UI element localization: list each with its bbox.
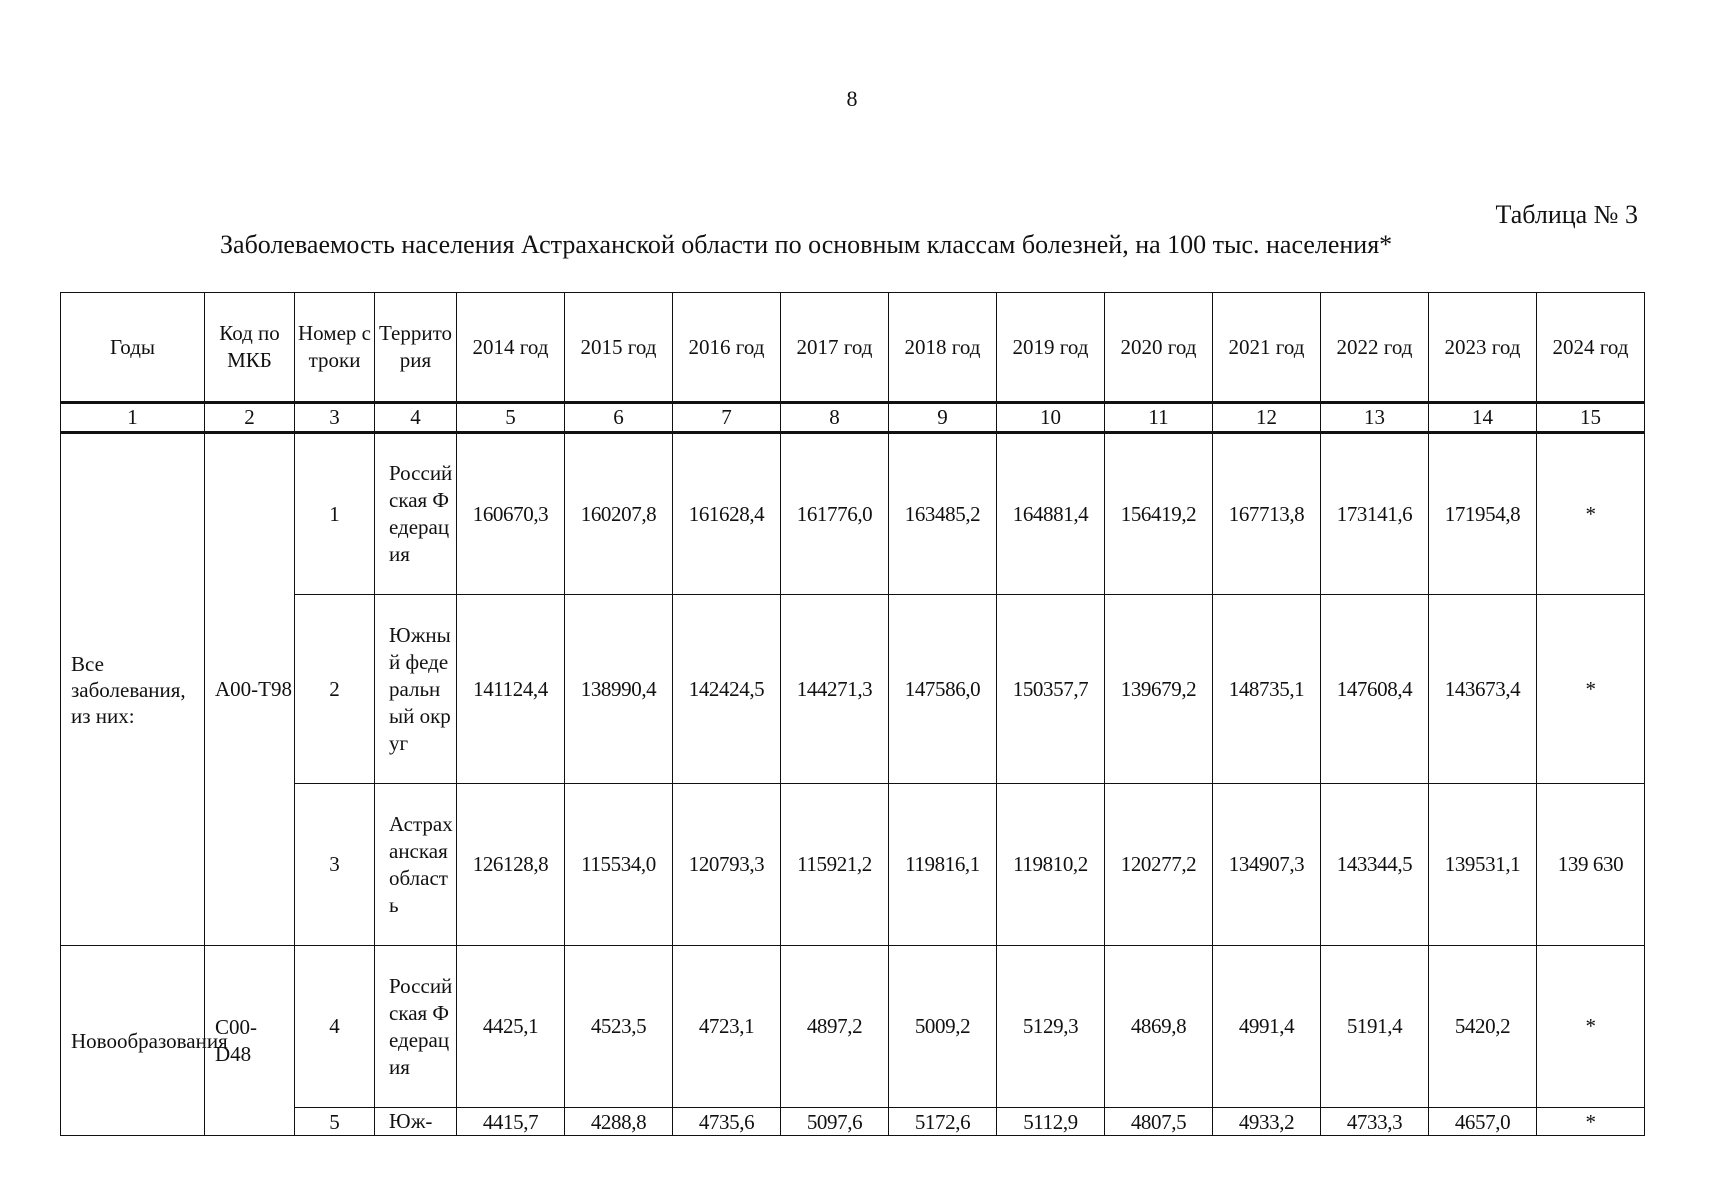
value-cell: 4807,5	[1105, 1108, 1213, 1136]
value-cell: 163485,2	[889, 433, 997, 595]
table-row	[61, 784, 1645, 946]
value-cell: 126128,8	[457, 784, 565, 946]
value-cell: 5129,3	[997, 946, 1105, 1108]
column-number: 1	[61, 403, 205, 433]
value-cell: 150357,7	[997, 595, 1105, 784]
table-row	[61, 1108, 1645, 1136]
value-cell: 115534,0	[565, 784, 673, 946]
value-cell: 120277,2	[1105, 784, 1213, 946]
column-number: 15	[1537, 403, 1645, 433]
morbidity-table	[60, 292, 1645, 1136]
column-number: 4	[375, 403, 457, 433]
value-cell: 5112,9	[997, 1108, 1105, 1136]
value-cell: 139679,2	[1105, 595, 1213, 784]
table-label: Таблица № 3	[1495, 200, 1638, 229]
value-cell: 4991,4	[1213, 946, 1321, 1108]
value-cell: 4933,2	[1213, 1108, 1321, 1136]
territory: Астраханская область	[375, 784, 457, 946]
value-cell: 119810,2	[997, 784, 1105, 946]
page-number: 8	[846, 86, 858, 111]
row-number: 3	[295, 784, 375, 946]
header-year: 2020 год	[1105, 293, 1213, 403]
value-cell: 115921,2	[781, 784, 889, 946]
header-year: 2019 год	[997, 293, 1105, 403]
column-number: 6	[565, 403, 673, 433]
value-cell: 134907,3	[1213, 784, 1321, 946]
value-cell: 4869,8	[1105, 946, 1213, 1108]
header-year: 2017 год	[781, 293, 889, 403]
value-cell: 167713,8	[1213, 433, 1321, 595]
value-cell: *	[1537, 946, 1645, 1108]
table-row	[61, 433, 1645, 595]
header-code: Код по МКБ	[205, 293, 295, 403]
table-row	[61, 595, 1645, 784]
territory: Юж-	[375, 1108, 457, 1136]
value-cell: 5420,2	[1429, 946, 1537, 1108]
territory: Российская Федерация	[375, 433, 457, 595]
row-number: 5	[295, 1108, 375, 1136]
value-cell: 144271,3	[781, 595, 889, 784]
disease-group-all: Все заболевания, из них:	[61, 433, 205, 946]
value-cell: 4657,0	[1429, 1108, 1537, 1136]
value-cell: 5191,4	[1321, 946, 1429, 1108]
table-title: Заболеваемость населения Астраханской области по основным классам болезней, на 100 тыс. населения*	[220, 230, 1393, 259]
icd-code: C00-D48	[205, 946, 295, 1136]
value-cell: 160207,8	[565, 433, 673, 595]
value-cell: 4523,5	[565, 946, 673, 1108]
value-cell: 4735,6	[673, 1108, 781, 1136]
column-number: 10	[997, 403, 1105, 433]
value-cell: 143344,5	[1321, 784, 1429, 946]
value-cell: 139 630	[1537, 784, 1645, 946]
value-cell: 143673,4	[1429, 595, 1537, 784]
value-cell: 156419,2	[1105, 433, 1213, 595]
value-cell: 173141,6	[1321, 433, 1429, 595]
value-cell: *	[1537, 1108, 1645, 1136]
value-cell: 4415,7	[457, 1108, 565, 1136]
value-cell: 120793,3	[673, 784, 781, 946]
table-row	[61, 946, 1645, 1108]
value-cell: 142424,5	[673, 595, 781, 784]
column-number: 11	[1105, 403, 1213, 433]
header-year: 2016 год	[673, 293, 781, 403]
value-cell: 5097,6	[781, 1108, 889, 1136]
disease-group-neoplasms: Новообразования	[61, 946, 205, 1136]
header-year: 2021 год	[1213, 293, 1321, 403]
value-cell: 147608,4	[1321, 595, 1429, 784]
value-cell: 138990,4	[565, 595, 673, 784]
value-cell: 139531,1	[1429, 784, 1537, 946]
column-number: 5	[457, 403, 565, 433]
value-cell: 164881,4	[997, 433, 1105, 595]
header-year: 2014 год	[457, 293, 565, 403]
column-number: 9	[889, 403, 997, 433]
value-cell: 141124,4	[457, 595, 565, 784]
value-cell: 4723,1	[673, 946, 781, 1108]
value-cell: 4288,8	[565, 1108, 673, 1136]
value-cell: 147586,0	[889, 595, 997, 784]
value-cell: 5009,2	[889, 946, 997, 1108]
value-cell: 4425,1	[457, 946, 565, 1108]
header-territory: Территория	[375, 293, 457, 403]
icd-code: A00-T98	[205, 433, 295, 946]
value-cell: 161628,4	[673, 433, 781, 595]
value-cell: 160670,3	[457, 433, 565, 595]
territory: Российская Федерация	[375, 946, 457, 1108]
column-number: 2	[205, 403, 295, 433]
header-year: 2018 год	[889, 293, 997, 403]
header-year: 2015 год	[565, 293, 673, 403]
territory: Южный федеральный округ	[375, 595, 457, 784]
header-years: Годы	[61, 293, 205, 403]
morbidity-table-container	[60, 292, 1642, 1136]
value-cell: *	[1537, 433, 1645, 595]
value-cell: 4733,3	[1321, 1108, 1429, 1136]
header-row-no: Номер строки	[295, 293, 375, 403]
column-number: 3	[295, 403, 375, 433]
value-cell: *	[1537, 595, 1645, 784]
column-number: 14	[1429, 403, 1537, 433]
column-number-row	[61, 403, 1645, 433]
value-cell: 5172,6	[889, 1108, 997, 1136]
value-cell: 119816,1	[889, 784, 997, 946]
column-number: 13	[1321, 403, 1429, 433]
row-number: 2	[295, 595, 375, 784]
column-number: 12	[1213, 403, 1321, 433]
value-cell: 148735,1	[1213, 595, 1321, 784]
value-cell: 161776,0	[781, 433, 889, 595]
column-number: 7	[673, 403, 781, 433]
header-year: 2022 год	[1321, 293, 1429, 403]
header-year: 2024 год	[1537, 293, 1645, 403]
column-number: 8	[781, 403, 889, 433]
header-row	[61, 293, 1645, 403]
value-cell: 171954,8	[1429, 433, 1537, 595]
row-number: 4	[295, 946, 375, 1108]
value-cell: 4897,2	[781, 946, 889, 1108]
header-year: 2023 год	[1429, 293, 1537, 403]
row-number: 1	[295, 433, 375, 595]
